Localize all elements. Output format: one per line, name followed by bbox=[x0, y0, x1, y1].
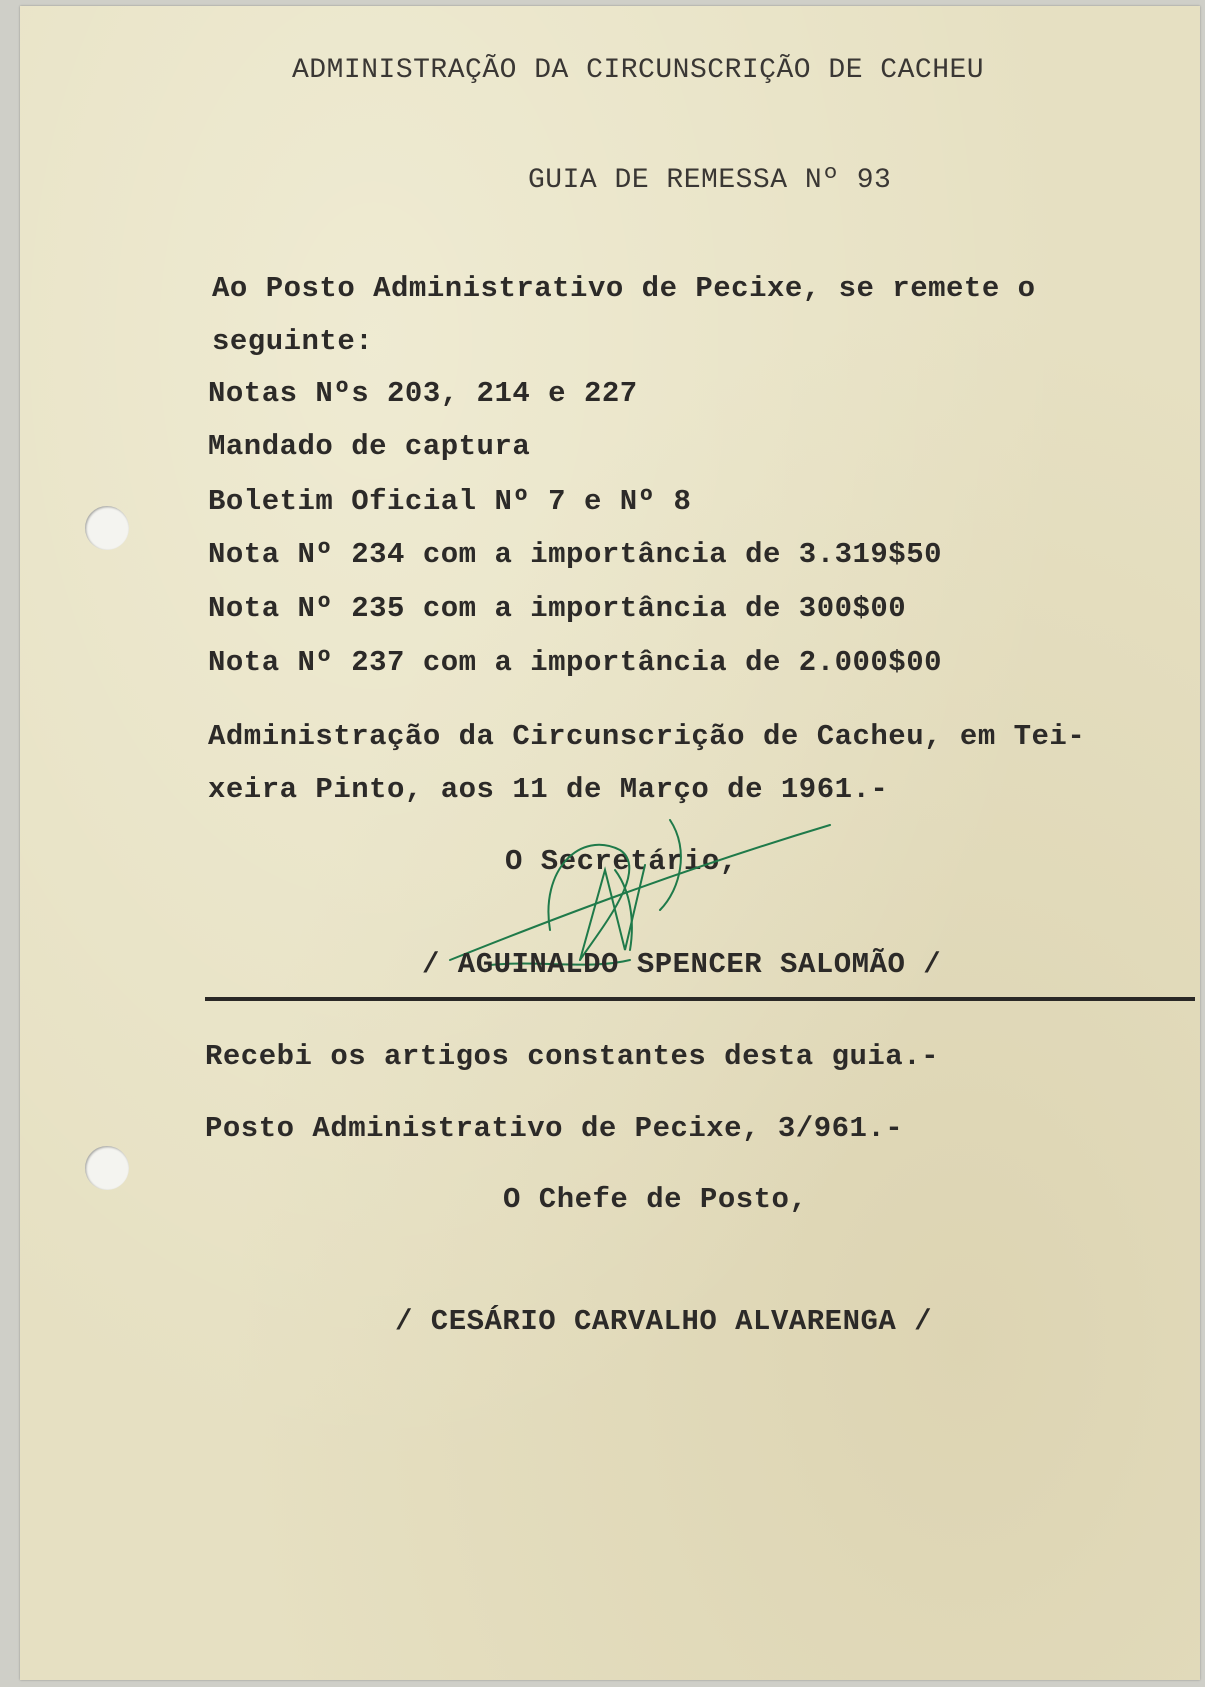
divider-line bbox=[205, 997, 1195, 1001]
intro-line-1: Ao Posto Administrativo de Pecixe, se remete o bbox=[212, 272, 1036, 305]
list-item: Nota Nº 237 com a importância de 2.000$00 bbox=[208, 646, 943, 679]
secretary-name: / AGUINALDO SPENCER SALOMÃO / bbox=[422, 948, 942, 981]
intro-line-2: seguinte: bbox=[212, 325, 374, 358]
list-item: Mandado de captura bbox=[208, 430, 531, 463]
list-item: Boletim Oficial Nº 7 e Nº 8 bbox=[208, 485, 692, 518]
secretary-title: O Secretário, bbox=[505, 845, 738, 878]
guide-title: GUIA DE REMESSA Nº 93 bbox=[528, 165, 892, 196]
chief-name: / CESÁRIO CARVALHO ALVARENGA / bbox=[395, 1305, 933, 1338]
list-item: Notas Nºs 203, 214 e 227 bbox=[208, 377, 638, 410]
receipt-line: Recebi os artigos constantes desta guia.- bbox=[205, 1040, 940, 1073]
place-date-line-1: Administração da Circunscrição de Cacheu, em Tei- bbox=[208, 720, 1086, 753]
punch-hole-bottom bbox=[85, 1146, 129, 1190]
place-date-line-2: xeira Pinto, aos 11 de Março de 1961.- bbox=[208, 773, 889, 806]
list-item: Nota Nº 234 com a importância de 3.319$50 bbox=[208, 538, 943, 571]
document-header: ADMINISTRAÇÃO DA CIRCUNSCRIÇÃO DE CACHEU bbox=[292, 55, 985, 86]
chief-title: O Chefe de Posto, bbox=[503, 1183, 808, 1216]
list-item: Nota Nº 235 com a importância de 300$00 bbox=[208, 592, 907, 625]
punch-hole-top bbox=[85, 506, 129, 550]
receipt-place-date: Posto Administrativo de Pecixe, 3/961.- bbox=[205, 1112, 904, 1145]
